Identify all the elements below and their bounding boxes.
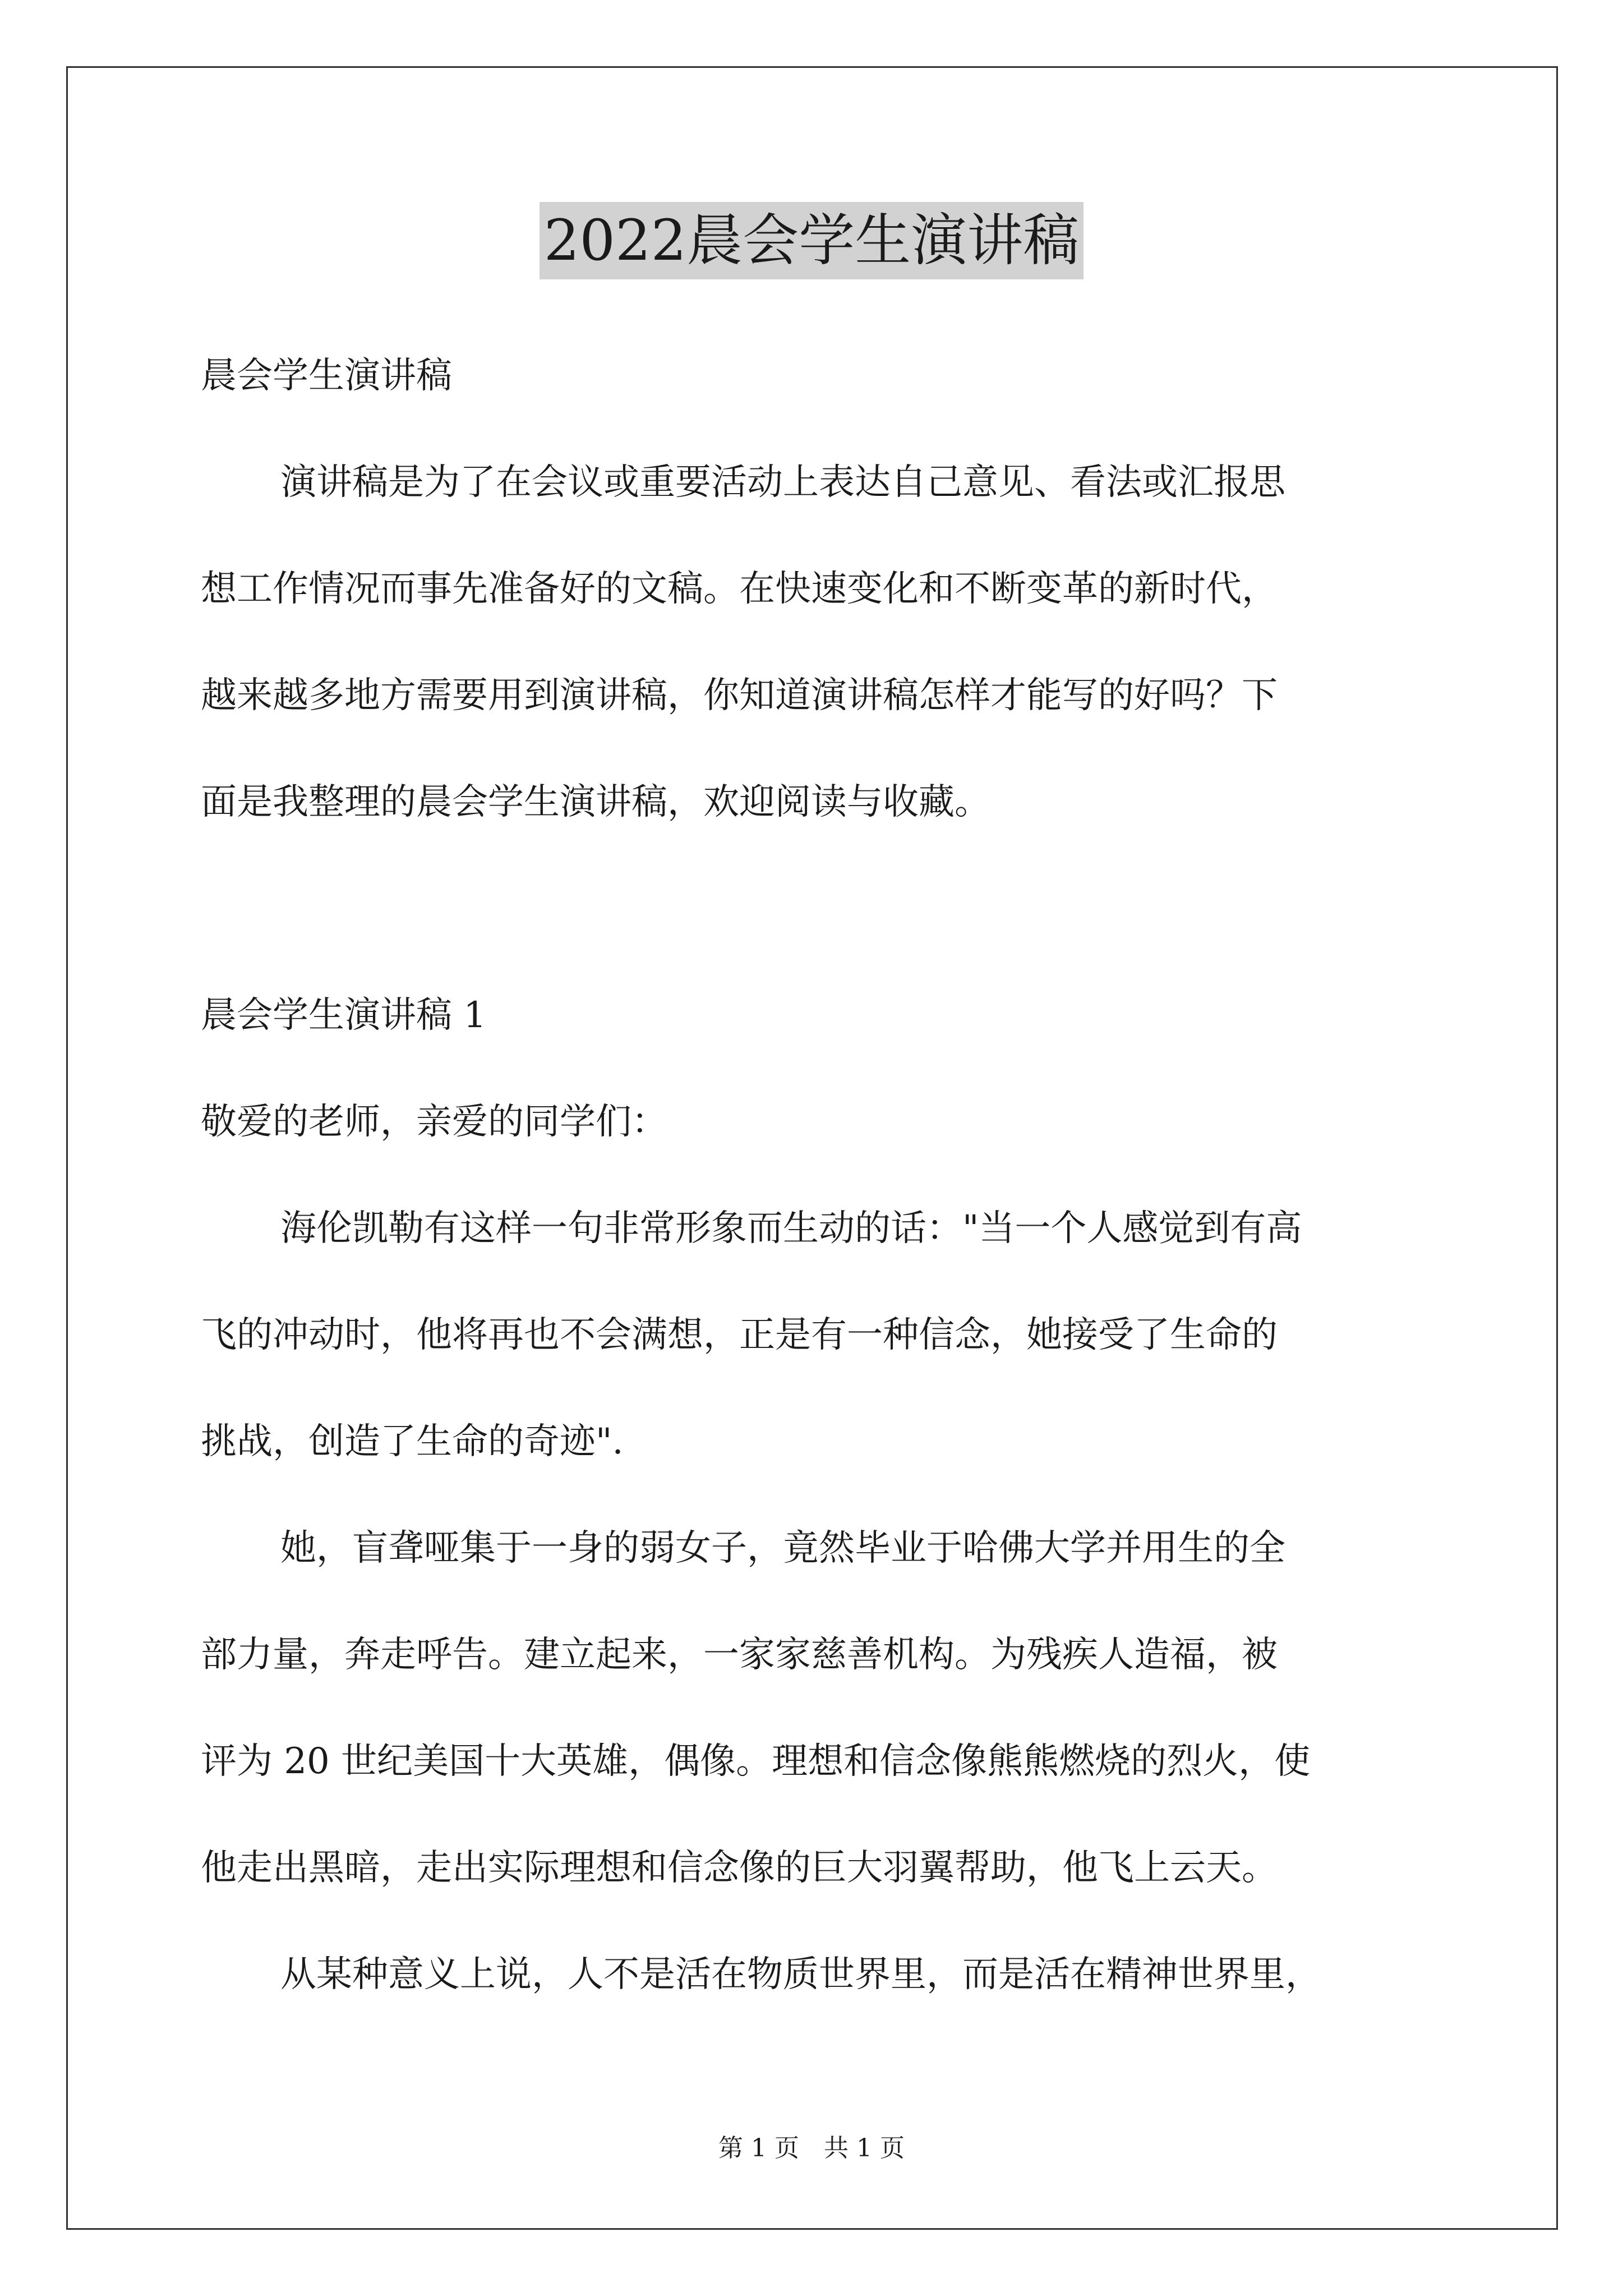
paragraph-line: 想工作情况而事先准备好的文稿。在快速变化和不断变革的新时代， [201,568,1278,610]
page-footer [0,2132,1623,2165]
paragraph-line: 挑战，创造了生命的奇迹". [201,1421,624,1462]
page-number: 第 1 页 共 1 页 [718,2134,905,2162]
section-heading: 晨会学生演讲稿 1 [201,995,487,1036]
subtitle-line: 晨会学生演讲稿 [201,355,452,397]
paragraph-line: 越来越多地方需要用到演讲稿，你知道演讲稿怎样才能写的好吗？下 [201,675,1278,716]
paragraph-line: 她，盲聋哑集于一身的弱女子，竟然毕业于哈佛大学并用生的全 [280,1527,1285,1569]
paragraph-line: 演讲稿是为了在会议或重要活动上表达自己意见、看法或汇报思 [280,462,1285,503]
paragraph-line: 评为 20 世纪美国十大英雄，偶像。理想和信念像熊熊燃烧的烈火，使 [201,1741,1311,1782]
paragraph-line: 飞的冲动时，他将再也不会满想，正是有一种信念，她接受了生命的 [201,1314,1278,1356]
paragraph-line: 面是我整理的晨会学生演讲稿，欢迎阅读与收藏。 [201,781,990,823]
document-title-text: 2022晨会学生演讲稿 [540,202,1084,279]
paragraph-line: 部力量，奔走呼告。建立起来，一家家慈善机构。为残疾人造福，被 [201,1634,1278,1676]
paragraph-line: 他走出黑暗，走出实际理想和信念像的巨大羽翼帮助，他飞上云天。 [201,1847,1278,1889]
document-title [0,202,1623,279]
paragraph-line: 海伦凯勒有这样一句非常形象而生动的话："当一个人感觉到有高 [280,1208,1302,1249]
salutation-line: 敬爱的老师，亲爱的同学们： [201,1101,667,1143]
paragraph-line: 从某种意义上说，人不是活在物质世界里，而是活在精神世界里， [280,1954,1321,1995]
